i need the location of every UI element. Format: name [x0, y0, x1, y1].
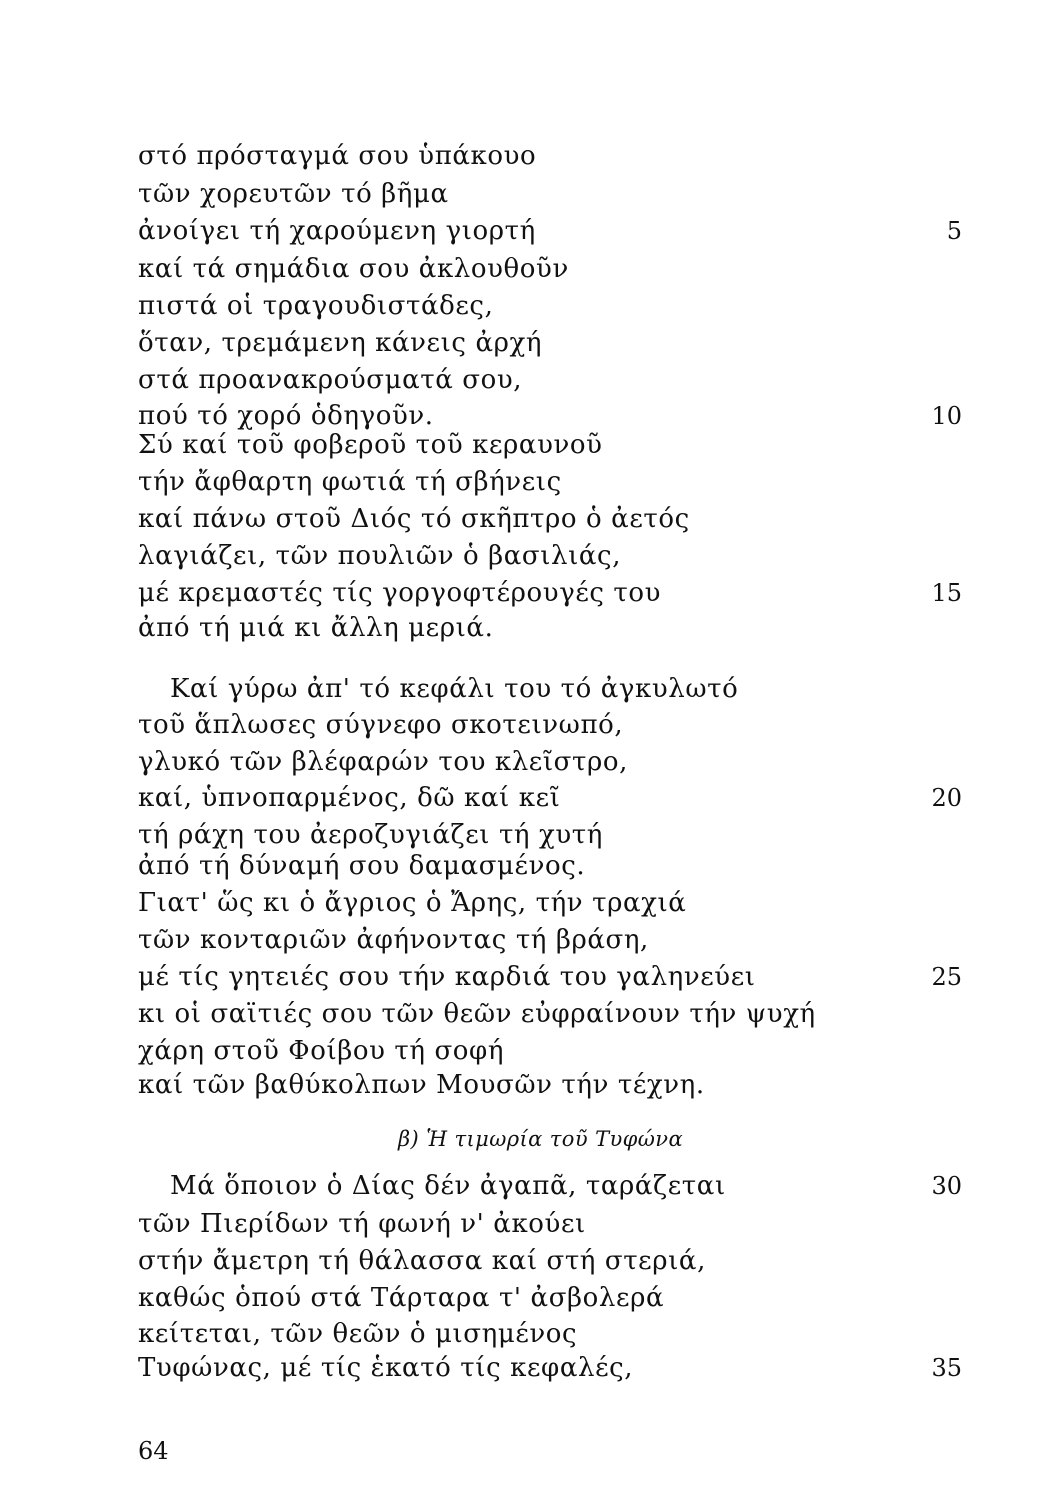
verse-line: καί τά σημάδια σου ἀκλουθοῦν	[138, 254, 569, 284]
verse-line: τή ράχη του ἀεροζυγιάζει τή χυτή	[138, 820, 603, 850]
verse-line: καί πάνω στοῦ Διός τό σκῆπτρο ὁ ἀετός	[138, 504, 690, 534]
verse-line: μέ τίς γητειές σου τήν καρδιά του γαληνεύει	[138, 962, 756, 992]
line-number: 15	[931, 579, 962, 607]
verse-line: τοῦ ἅπλωσες σύγνεφο σκοτεινωπό,	[138, 710, 624, 740]
verse-line: τῶν χορευτῶν τό βῆμα	[138, 179, 449, 209]
line-number: 5	[946, 217, 962, 245]
verse-line: Γιατ' ὥς κι ὁ ἄγριος ὁ Ἄρης, τήν τραχιά	[138, 888, 687, 918]
verse-line: γλυκό τῶν βλέφαρών του κλεῖστρο,	[138, 747, 628, 777]
verse-line: καί, ὑπνοπαρμένος, δῶ καί κεῖ	[138, 783, 561, 813]
verse-line: χάρη στοῦ Φοίβου τή σοφή	[138, 1036, 505, 1066]
verse-line: κι οἱ σαϊτιές σου τῶν θεῶν εὐφραίνουν τήν ψυχή	[138, 999, 816, 1029]
verse-line: μέ κρεμαστές τίς γοργοφτέρουγές του	[138, 578, 662, 608]
verse-line: πιστά οἱ τραγουδιστάδες,	[138, 291, 494, 321]
line-number: 10	[931, 402, 962, 430]
page-number: 64	[138, 1437, 169, 1465]
verse-line: τήν ἄφθαρτη φωτιά τή σβήνεις	[138, 467, 562, 497]
verse-line: ἀνοίγει τή χαρούμενη γιορτή	[138, 216, 536, 246]
line-number: 30	[931, 1172, 962, 1200]
verse-line: στά προανακρούσματά σου,	[138, 365, 523, 395]
verse-line: ἀπό τή δύναμή σου δαμασμένος.	[138, 851, 586, 881]
verse-line: Μά ὅποιον ὁ Δίας δέν ἀγαπᾶ, ταράζεται	[170, 1171, 726, 1201]
verse-line: Σύ καί τοῦ φοβεροῦ τοῦ κεραυνοῦ	[138, 430, 603, 460]
verse-line: Καί γύρω ἀπ' τό κεφάλι του τό ἀγκυλωτό	[170, 674, 739, 704]
verse-line: καί τῶν βαθύκολπων Μουσῶν τήν τέχνη.	[138, 1070, 705, 1100]
verse-line: καθώς ὁπού στά Τάρταρα τ' ἀσβολερά	[138, 1283, 665, 1313]
verse-line: στό πρόσταγμά σου ὑπάκουο	[138, 141, 537, 171]
verse-line: λαγιάζει, τῶν πουλιῶν ὁ βασιλιάς,	[138, 541, 622, 571]
verse-line: τῶν Πιερίδων τή φωνή ν' ἀκούει	[138, 1209, 586, 1239]
verse-line: κείτεται, τῶν θεῶν ὁ μισημένος	[138, 1319, 578, 1349]
verse-line: ἀπό τή μιά κι ἄλλη μεριά.	[138, 613, 494, 643]
line-number: 20	[931, 784, 962, 812]
section-heading: β) Ἡ τιμωρία τοῦ Τυφώνα	[398, 1127, 684, 1151]
line-number: 35	[931, 1354, 962, 1382]
verse-line: τῶν κονταριῶν ἀφήνοντας τή βράση,	[138, 925, 649, 955]
verse-line: πού τό χορό ὁδηγοῦν.	[138, 401, 434, 431]
verse-line: Τυφώνας, μέ τίς ἑκατό τίς κεφαλές,	[138, 1353, 634, 1383]
line-number: 25	[931, 963, 962, 991]
verse-line: στήν ἄμετρη τή θάλασσα καί στή στεριά,	[138, 1246, 706, 1276]
verse-line: ὅταν, τρεμάμενη κάνεις ἀρχή	[138, 328, 543, 358]
